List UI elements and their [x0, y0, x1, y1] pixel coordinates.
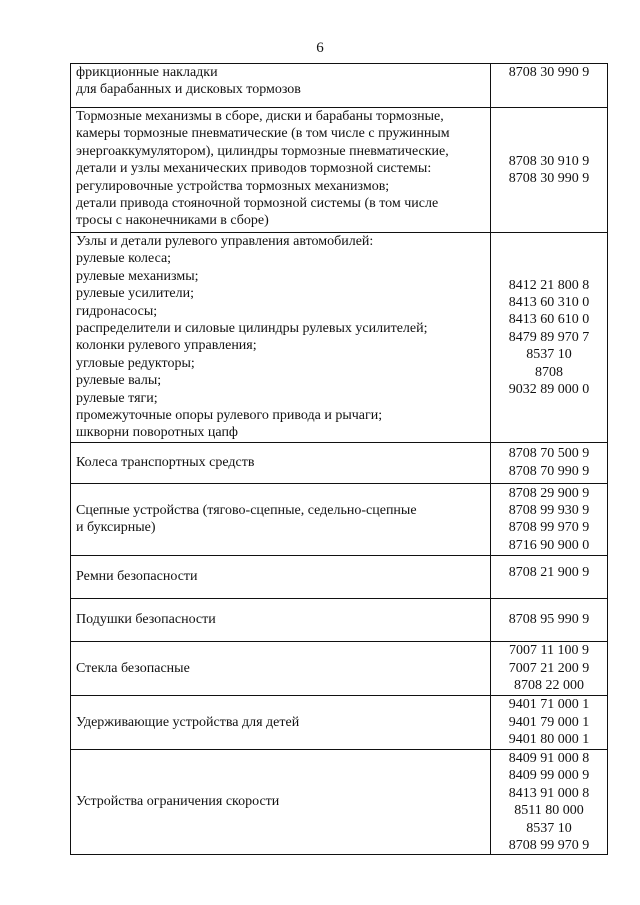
tnved-code: 9401 79 000 1 — [508, 714, 590, 730]
description-line: фрикционные накладки — [76, 65, 218, 80]
description-line: гидронасосы; — [76, 303, 158, 319]
description-line: Удерживающие устройства для детей — [76, 714, 300, 730]
description-line: шкворни поворотных цапф — [76, 425, 239, 441]
description-cell — [71, 555, 491, 598]
description-line: промежуточные опоры рулевого привода и рычаги; — [76, 408, 383, 424]
description-line: рулевые колеса; — [76, 251, 172, 267]
code-cell — [491, 233, 608, 443]
description-cell — [71, 233, 491, 443]
tnved-code: 8413 60 310 0 — [508, 294, 590, 310]
description-line: Сцепные устройства (тягово-сцепные, седельно-сцепные — [76, 502, 417, 518]
description-line: энергоаккумулятором), цилиндры тормозные пневматические, — [76, 143, 449, 159]
tnved-code: 8537 10 — [526, 347, 572, 363]
tnved-code: 8708 30 910 9 — [508, 153, 590, 169]
description-cell — [71, 641, 491, 695]
table-row — [71, 598, 608, 641]
tnved-code: 8412 21 800 8 — [508, 277, 590, 293]
table-row — [71, 233, 608, 443]
description-line: детали и узлы механических приводов тормозной системы: — [76, 161, 432, 177]
description-line: колонки рулевого управления; — [76, 338, 257, 354]
code-cell — [491, 695, 608, 749]
code-cell — [491, 442, 608, 483]
table-row — [71, 108, 608, 233]
description-line: рулевые усилители; — [76, 286, 195, 302]
code-cell — [491, 749, 608, 854]
description-line: регулировочные устройства тормозных механизмов; — [76, 178, 390, 194]
tnved-code: 7007 21 200 9 — [508, 660, 590, 676]
tnved-code: 8708 70 990 9 — [508, 463, 590, 479]
description-line: рулевые тяги; — [76, 390, 158, 406]
tnved-code: 8708 21 900 9 — [508, 564, 590, 580]
description-line: тросы с наконечниками в сборе) — [76, 213, 269, 229]
description-cell — [71, 442, 491, 483]
tnved-code: 7007 11 100 9 — [509, 643, 589, 659]
description-line: Стекла безопасные — [76, 660, 190, 676]
tnved-code: 8716 90 900 0 — [508, 537, 590, 553]
code-cell — [491, 64, 608, 108]
description-line: камеры тормозные пневматические (в том числе с пружинным — [76, 126, 450, 142]
code-cell — [491, 641, 608, 695]
description-line: Колеса транспортных средств — [76, 455, 255, 471]
table-row — [71, 442, 608, 483]
code-cell — [491, 108, 608, 233]
tnved-code: 8708 — [535, 364, 563, 380]
table-row — [71, 749, 608, 854]
tnved-code: 8708 99 930 9 — [508, 502, 590, 518]
tnved-code: 8479 89 970 7 — [508, 329, 590, 345]
description-cell — [71, 64, 491, 108]
description-line: угловые редукторы; — [76, 355, 195, 371]
tnved-code: 8708 70 500 9 — [508, 446, 590, 462]
tnved-code: 8413 60 610 0 — [508, 312, 590, 328]
description-cell — [71, 598, 491, 641]
table-row — [71, 695, 608, 749]
table-row — [71, 555, 608, 598]
tnved-code: 8708 99 970 9 — [508, 520, 590, 536]
table-row — [71, 483, 608, 555]
tnved-code: 8413 91 000 8 — [508, 785, 590, 801]
description-line: распределители и силовые цилиндры рулевых усилителей; — [76, 321, 428, 337]
description-cell — [71, 108, 491, 233]
tnved-code: 8708 22 000 — [514, 678, 584, 694]
tnved-code: 8708 30 990 9 — [508, 171, 590, 186]
description-line: детали привода стояночной тормозной системы (в том числе — [76, 196, 439, 212]
code-cell — [491, 598, 608, 641]
description-line: рулевые механизмы; — [76, 268, 199, 284]
table-row — [71, 641, 608, 695]
description-line: рулевые валы; — [76, 373, 162, 389]
tnved-code: 8537 10 — [526, 820, 572, 836]
tnved-code: 8708 95 990 9 — [508, 612, 590, 628]
tnved-code: 9032 89 000 0 — [508, 381, 590, 397]
description-line: Ремни безопасности — [76, 569, 198, 585]
description-cell — [71, 749, 491, 854]
description-line: Тормозные механизмы в сборе, диски и барабаны тормозные, — [76, 109, 444, 124]
tnved-code: 9401 80 000 1 — [508, 732, 590, 748]
code-cell — [491, 483, 608, 555]
product-codes-table — [70, 63, 608, 855]
tnved-code: 8708 30 990 9 — [508, 65, 590, 80]
tnved-code: 9401 71 000 1 — [508, 697, 590, 713]
page-number: 6 — [316, 40, 324, 56]
code-cell — [491, 555, 608, 598]
tnved-code: 8708 29 900 9 — [508, 485, 590, 501]
description-line: и буксирные) — [76, 520, 156, 536]
tnved-code: 8511 80 000 — [514, 803, 584, 819]
tnved-code: 8409 99 000 9 — [508, 768, 590, 784]
tnved-code: 8409 91 000 8 — [508, 750, 590, 766]
table-row — [71, 64, 608, 108]
description-line: Подушки безопасности — [76, 612, 216, 628]
description-line: Узлы и детали рулевого управления автомобилей: — [76, 234, 374, 249]
description-line: Устройства ограничения скорости — [76, 794, 280, 810]
description-cell — [71, 483, 491, 555]
tnved-code: 8708 99 970 9 — [508, 837, 590, 853]
description-line: для барабанных и дисковых тормозов — [76, 82, 301, 98]
description-cell — [71, 695, 491, 749]
